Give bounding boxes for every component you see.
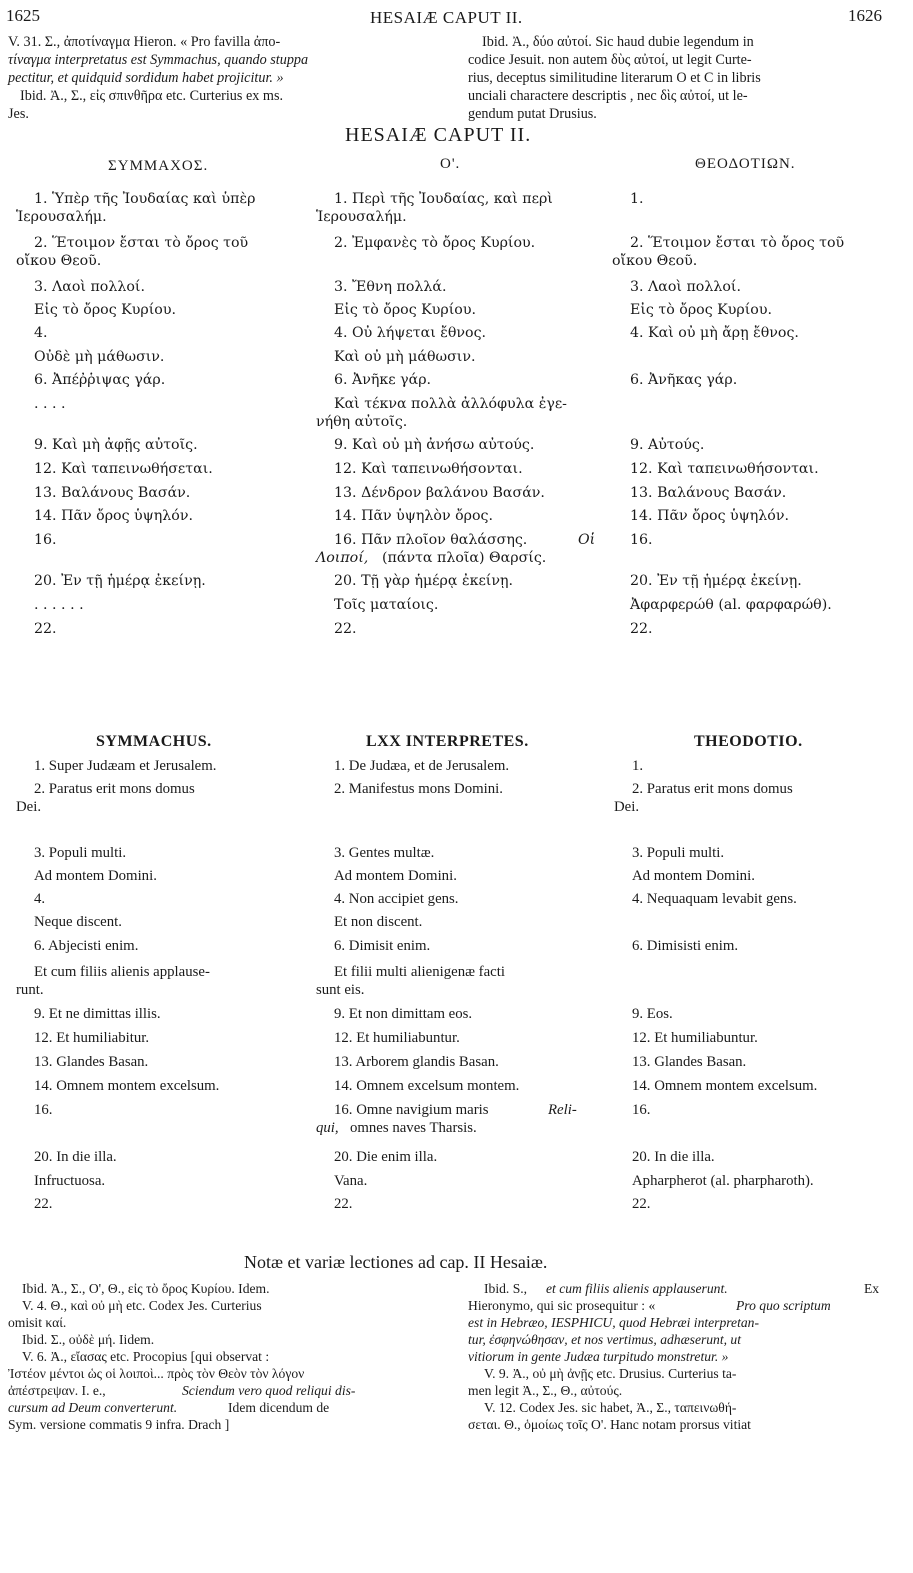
verse-line: sunt eis. xyxy=(316,982,365,998)
verse-line: Vana. xyxy=(334,1173,368,1189)
verse-line: 1. Super Judæam et Jerusalem. xyxy=(34,758,217,774)
verse-line: οἴκου Θεοῦ. xyxy=(16,253,102,269)
verse-line: 2. Paratus erit mons domus xyxy=(632,781,793,797)
verse-line: 1. Ὑπὲρ τῆς Ἰουδαίας καὶ ὑπὲρ xyxy=(34,191,256,207)
note-line: Ibid. Ἀ., Σ., Ο', Θ., εἰς τὸ ὄρος Κυρίου. Idem. xyxy=(22,1281,270,1296)
verse-line: (πάντα πλοῖα) Θαρσίς. xyxy=(382,550,547,566)
running-title: HESAIÆ CAPUT II. xyxy=(370,8,523,27)
verse-line: Οἱ xyxy=(578,532,596,548)
verse-line: 12. Et humiliabuntur. xyxy=(334,1030,460,1046)
note-line: V. 4. Θ., καὶ οὐ μὴ etc. Codex Jes. Curterius xyxy=(22,1298,262,1313)
note-line: omisit καί. xyxy=(8,1315,67,1330)
verse-line: 16. xyxy=(630,532,653,548)
note-line: Ibid. Σ., οὐδὲ μή. Iidem. xyxy=(22,1332,155,1347)
verse-line: Et filii multi alienigenæ facti xyxy=(334,964,505,980)
verse-line: omnes naves Tharsis. xyxy=(350,1120,477,1136)
verse-line: 13. Glandes Basan. xyxy=(632,1054,747,1070)
verse-line: 9. Et non dimittam eos. xyxy=(334,1006,473,1022)
verse-line: 13. Δένδρον βαλάνου Βασάν. xyxy=(334,485,545,501)
verse-line: 9. Eos. xyxy=(632,1006,673,1022)
verse-line: 1. Περὶ τῆς Ἰουδαίας, καὶ περὶ xyxy=(334,191,553,207)
note-line: V. 6. Ἀ., εἴασας etc. Procopius [qui observat : xyxy=(22,1349,270,1364)
note-line: Sym. versione commatis 9 infra. Drach ] xyxy=(8,1417,230,1432)
verse-line: 1. xyxy=(630,191,644,207)
greek-header-theodotion: ΘΕΟΔΟΤΙΩΝ. xyxy=(695,156,796,172)
verse-line: Εἰς τὸ ὄρος Κυρίου. xyxy=(334,302,476,318)
verse-line: 3. Populi multi. xyxy=(632,845,725,861)
note-line: σεται. Θ., ὁμοίως τοῖς Ο'. Hanc notam prorsus vitiat xyxy=(468,1417,751,1432)
verse-line: 4. xyxy=(34,891,46,907)
verse-line: 14. Πᾶν ὄρος ὑψηλόν. xyxy=(630,508,789,524)
verse-line: Λοιποί, xyxy=(316,550,369,566)
verse-line: runt. xyxy=(16,982,44,998)
note-line: unciali charactere descriptis , nec δὶς αὐτοί, ut le- xyxy=(468,88,748,104)
verse-line: 6. Dimisisti enim. xyxy=(632,938,739,954)
note-line: V. 9. Ἀ., οὐ μὴ ἀνῇς etc. Drusius. Curterius ta- xyxy=(484,1366,737,1381)
verse-line: Καὶ τέκνα πολλὰ ἀλλόφυλα ἐγε- xyxy=(334,396,567,412)
verse-line: Εἰς τὸ ὄρος Κυρίου. xyxy=(630,302,772,318)
verse-line: 4. Οὐ λήψεται ἔθνος. xyxy=(334,325,487,341)
verse-line: 20. Ἐν τῇ ἡμέρᾳ ἐκείνῃ. xyxy=(34,573,206,589)
verse-line: Apharpherot (al. pharpharoth). xyxy=(632,1173,814,1189)
verse-line: 22. xyxy=(334,1196,353,1212)
verse-line: 9. Et ne dimittas illis. xyxy=(34,1006,161,1022)
note-line: rius, deceptus similitudine literarum O et C in libris xyxy=(468,70,761,86)
verse-line: 12. Et humiliabitur. xyxy=(34,1030,150,1046)
verse-line: 6. Ἀνῆκας γάρ. xyxy=(630,372,738,388)
verse-line: 4. Καὶ οὐ μὴ ἄρῃ ἔθνος. xyxy=(630,325,799,341)
verse-line: 14. Πᾶν ὑψηλὸν ὄρος. xyxy=(334,508,493,524)
verse-line: 4. xyxy=(34,325,48,341)
verse-line: 13. Arborem glandis Basan. xyxy=(334,1054,499,1070)
note-line: Ibid. Ἀ., Σ., εἰς σπινθῆρα etc. Curterius ex ms. xyxy=(20,88,284,104)
verse-line: Neque discent. xyxy=(34,914,122,930)
verse-line: Οὐδὲ μὴ μάθωσιν. xyxy=(34,349,165,365)
verse-line: . . . . . . xyxy=(34,597,84,613)
verse-line: 22. xyxy=(334,621,357,637)
verse-line: qui, xyxy=(316,1120,339,1136)
note-line: Ibid. S., xyxy=(484,1281,528,1296)
note-line: Idem dicendum de xyxy=(228,1400,330,1415)
verse-line: Καὶ οὐ μὴ μάθωσιν. xyxy=(334,349,476,365)
verse-line: Ἱερουσαλήμ. xyxy=(16,209,107,225)
verse-line: 3. Ἔθνη πολλά. xyxy=(334,279,447,295)
verse-line: Dei. xyxy=(614,799,640,815)
verse-line: 1. De Judæa, et de Jerusalem. xyxy=(334,758,510,774)
verse-line: 20. In die illa. xyxy=(34,1149,117,1165)
verse-line: 16. Omne navigium maris xyxy=(334,1102,489,1118)
note-line: τίναγμα interpretatus est Symmachus, quando stuppa xyxy=(8,52,309,68)
verse-line: Infructuosa. xyxy=(34,1173,106,1189)
verse-line: 2. Manifestus mons Domini. xyxy=(334,781,503,797)
verse-line: 22. xyxy=(630,621,653,637)
verse-line: 2. Ἐμφανὲς τὸ ὄρος Κυρίου. xyxy=(334,235,536,251)
note-line: tur, ἐσφηνώθησαν, et nos vertimus, adhæserunt, ut xyxy=(468,1332,742,1347)
note-line: gendum putat Drusius. xyxy=(468,106,597,122)
greek-header-septuagint: Ο'. xyxy=(440,156,461,172)
verse-line: 16. Πᾶν πλοῖον θαλάσσης. xyxy=(334,532,528,548)
verse-line: 13. Βαλάνους Βασάν. xyxy=(34,485,191,501)
verse-line: 4. Non accipiet gens. xyxy=(334,891,459,907)
verse-line: 12. Et humiliabuntur. xyxy=(632,1030,758,1046)
verse-line: 14. Omnem montem excelsum. xyxy=(34,1078,220,1094)
verse-line: 16. xyxy=(34,532,57,548)
greek-header-symmachus: ΣΥΜΜΑΧΟΣ. xyxy=(108,158,209,174)
note-line: V. 12. Codex Jes. sic habet, Ἀ., Σ., ταπεινωθή- xyxy=(484,1400,737,1415)
verse-line: Et cum filiis alienis applause- xyxy=(34,964,210,980)
verse-line: 22. xyxy=(632,1196,651,1212)
note-line: Ex xyxy=(864,1281,880,1296)
note-line: vitiorum in gente Judæa turpitudo monstretur. » xyxy=(468,1349,729,1364)
verse-line: Ad montem Domini. xyxy=(34,868,157,884)
note-line: Ibid. Ἀ., δύο αὐτοί. Sic haud dubie legendum in xyxy=(482,34,754,50)
verse-line: 3. Λαοὶ πολλοί. xyxy=(34,279,145,295)
note-line: cursum ad Deum converterunt. xyxy=(8,1400,178,1415)
note-line: V. 31. Σ., ἀποτίναγμα Hieron. « Pro favilla ἀπο- xyxy=(8,34,281,50)
verse-line: 4. Nequaquam levabit gens. xyxy=(632,891,797,907)
verse-line: 14. Πᾶν ὄρος ὑψηλόν. xyxy=(34,508,193,524)
note-line: Ἰστέον μέντοι ὡς οἱ λοιποὶ... πρὸς τὸν Θεὸν τὸν λόγον xyxy=(8,1366,305,1381)
verse-line: 6. Ἀνῆκε γάρ. xyxy=(334,372,432,388)
verse-line: 1. xyxy=(632,758,644,774)
verse-line: Ad montem Domini. xyxy=(334,868,457,884)
verse-line: 3. Gentes multæ. xyxy=(334,845,435,861)
note-line: pectitur, et quidquid sordidum habet projicitur. » xyxy=(8,70,284,86)
latin-header-theodotion: THEODOTIO. xyxy=(694,733,803,750)
verse-line: 16. xyxy=(34,1102,53,1118)
verse-line: Εἰς τὸ ὄρος Κυρίου. xyxy=(34,302,176,318)
left-page-number: 1625 xyxy=(6,6,40,25)
verse-line: 12. Καὶ ταπεινωθήσονται. xyxy=(334,461,523,477)
verse-line: 6. Abjecisti enim. xyxy=(34,938,139,954)
verse-line: 14. Omnem montem excelsum. xyxy=(632,1078,818,1094)
note-line: et cum filiis alienis applauserunt. xyxy=(546,1281,728,1296)
verse-line: 2. Paratus erit mons domus xyxy=(34,781,195,797)
verse-line: 14. Omnem excelsum montem. xyxy=(334,1078,520,1094)
verse-line: 13. Glandes Basan. xyxy=(34,1054,149,1070)
verse-line: 22. xyxy=(34,621,57,637)
note-line: Hieronymo, qui sic prosequitur : « xyxy=(468,1298,656,1313)
note-line: Sciendum vero quod reliqui dis- xyxy=(182,1383,356,1398)
verse-line: 2. Ἕτοιμον ἔσται τὸ ὄρος τοῦ xyxy=(630,235,845,251)
verse-line: 20. Ἐν τῇ ἡμέρᾳ ἐκείνῃ. xyxy=(630,573,802,589)
note-line: est in Hebræo, IESPHICU, quod Hebræi interpretan- xyxy=(468,1315,759,1330)
verse-line: 2. Ἕτοιμον ἔσται τὸ ὄρος τοῦ xyxy=(34,235,249,251)
verse-line: 9. Αὐτούς. xyxy=(630,437,705,453)
note-line: Jes. xyxy=(8,106,29,122)
verse-line: Ἀφαρφερώθ (al. φαρφαρώθ). xyxy=(630,597,832,613)
chapter-title: HESAIÆ CAPUT II. xyxy=(345,124,532,146)
note-line: men legit Ἀ., Σ., Θ., αὐτούς. xyxy=(468,1383,623,1398)
verse-line: 9. Καὶ οὐ μὴ ἀνήσω αὐτούς. xyxy=(334,437,535,453)
verse-line: 16. xyxy=(632,1102,651,1118)
verse-line: 22. xyxy=(34,1196,53,1212)
verse-line: νήθη αὐτοῖς. xyxy=(316,414,408,430)
verse-line: 20. Τῇ γὰρ ἡμέρᾳ ἐκείνῃ. xyxy=(334,573,513,589)
verse-line: οἴκου Θεοῦ. xyxy=(612,253,698,269)
verse-line: 12. Καὶ ταπεινωθήσονται. xyxy=(630,461,819,477)
verse-line: Et non discent. xyxy=(334,914,423,930)
verse-line: 20. In die illa. xyxy=(632,1149,715,1165)
verse-line: Ἱερουσαλήμ. xyxy=(316,209,407,225)
note-line: codice Jesuit. non autem δὺς αὐτοί, ut legit Curte- xyxy=(468,52,752,68)
verse-line: Dei. xyxy=(16,799,42,815)
verse-line: 12. Καὶ ταπεινωθήσεται. xyxy=(34,461,213,477)
verse-line: Ad montem Domini. xyxy=(632,868,755,884)
verse-line: 3. Λαοὶ πολλοί. xyxy=(630,279,741,295)
verse-line: 6. Ἀπέῤῥιψας γάρ. xyxy=(34,372,166,388)
latin-header-septuagint: LXX INTERPRETES. xyxy=(366,733,529,750)
verse-line: Τοῖς ματαίοις. xyxy=(334,597,439,613)
note-line: ἀπέστρεψαν. I. e., xyxy=(8,1383,106,1398)
verse-line: Reli- xyxy=(548,1102,577,1118)
verse-line: 6. Dimisit enim. xyxy=(334,938,431,954)
verse-line: . . . . xyxy=(34,396,66,412)
verse-line: 20. Die enim illa. xyxy=(334,1149,438,1165)
verse-line: 13. Βαλάνους Βασάν. xyxy=(630,485,787,501)
notes-title: Notæ et variæ lectiones ad cap. II Hesaiæ. xyxy=(244,1252,548,1272)
verse-line: 3. Populi multi. xyxy=(34,845,127,861)
verse-line: 9. Καὶ μὴ ἀφῇς αὐτοῖς. xyxy=(34,437,198,453)
right-page-number: 1626 xyxy=(848,6,882,25)
latin-header-symmachus: SYMMACHUS. xyxy=(96,733,212,750)
note-line: Pro quo scriptum xyxy=(736,1298,831,1313)
